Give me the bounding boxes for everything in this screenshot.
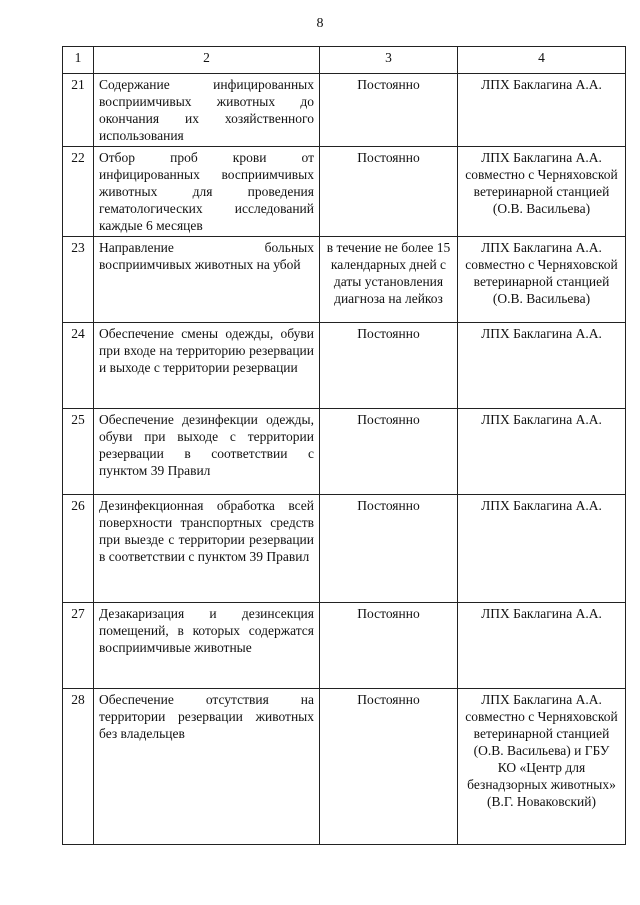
header-cell: 4 [458,47,626,74]
row-number: 23 [63,237,94,323]
row-number: 26 [63,495,94,603]
table-row [63,689,626,845]
table-row [63,409,626,495]
row-responsible: ЛПХ Баклагина А.А. [458,495,626,603]
header-cell: 3 [320,47,458,74]
row-responsible: ЛПХ Баклагина А.А. [458,409,626,495]
row-action: Обеспечение смены одежды, обуви при входе на территорию резервации и выходе с территории резервации [94,323,320,409]
row-responsible: ЛПХ Баклагина А.А. совместно с Черняховской ветеринарной станцией (О.В. Васильева) и ГБУ КО «Центр для безнадзорных животных» (В.Г. Новаковский) [458,689,626,845]
table-row [63,603,626,689]
row-responsible: ЛПХ Баклагина А.А. [458,603,626,689]
row-number: 22 [63,147,94,237]
row-number: 27 [63,603,94,689]
row-action: Направление больных восприимчивых животных на убой [94,237,320,323]
row-number: 28 [63,689,94,845]
row-term: Постоянно [320,689,458,845]
row-action: Обеспечение дезинфекции одежды, обуви при выходе с территории резервации в соответствии с пунктом 39 Правил [94,409,320,495]
row-term: Постоянно [320,603,458,689]
row-term: Постоянно [320,495,458,603]
table-row [63,323,626,409]
row-term: Постоянно [320,74,458,147]
row-number: 24 [63,323,94,409]
row-term: Постоянно [320,409,458,495]
header-cell: 2 [94,47,320,74]
row-action: Дезакаризация и дезинсекция помещений, в которых содержатся восприимчивые животные [94,603,320,689]
table-row [63,237,626,323]
row-term: в течение не более 15 календарных дней с даты установления диагноза на лейкоз [320,237,458,323]
row-action: Дезинфекционная обработка всей поверхности транспортных средств при выезде с территории резервации в соответствии с пунктом 39 Правил [94,495,320,603]
row-responsible: ЛПХ Баклагина А.А. совместно с Черняховской ветеринарной станцией (О.В. Васильева) [458,237,626,323]
row-term: Постоянно [320,323,458,409]
header-cell: 1 [63,47,94,74]
row-responsible: ЛПХ Баклагина А.А. совместно с Черняховской ветеринарной станцией (О.В. Васильева) [458,147,626,237]
table-row [63,147,626,237]
row-term: Постоянно [320,147,458,237]
table-header-row [63,47,626,74]
row-action: Отбор проб крови от инфицированных восприимчивых животных для проведения гематологических исследований каждые 6 месяцев [94,147,320,237]
row-responsible: ЛПХ Баклагина А.А. [458,323,626,409]
row-number: 21 [63,74,94,147]
page-number: 8 [316,16,324,31]
row-action: Содержание инфицированных восприимчивых животных до окончания их хозяйственного использования [94,74,320,147]
row-action: Обеспечение отсутствия на территории резервации животных без владельцев [94,689,320,845]
table-row [63,495,626,603]
table-row [63,74,626,147]
row-number: 25 [63,409,94,495]
measures-table [62,46,626,845]
row-responsible: ЛПХ Баклагина А.А. [458,74,626,147]
